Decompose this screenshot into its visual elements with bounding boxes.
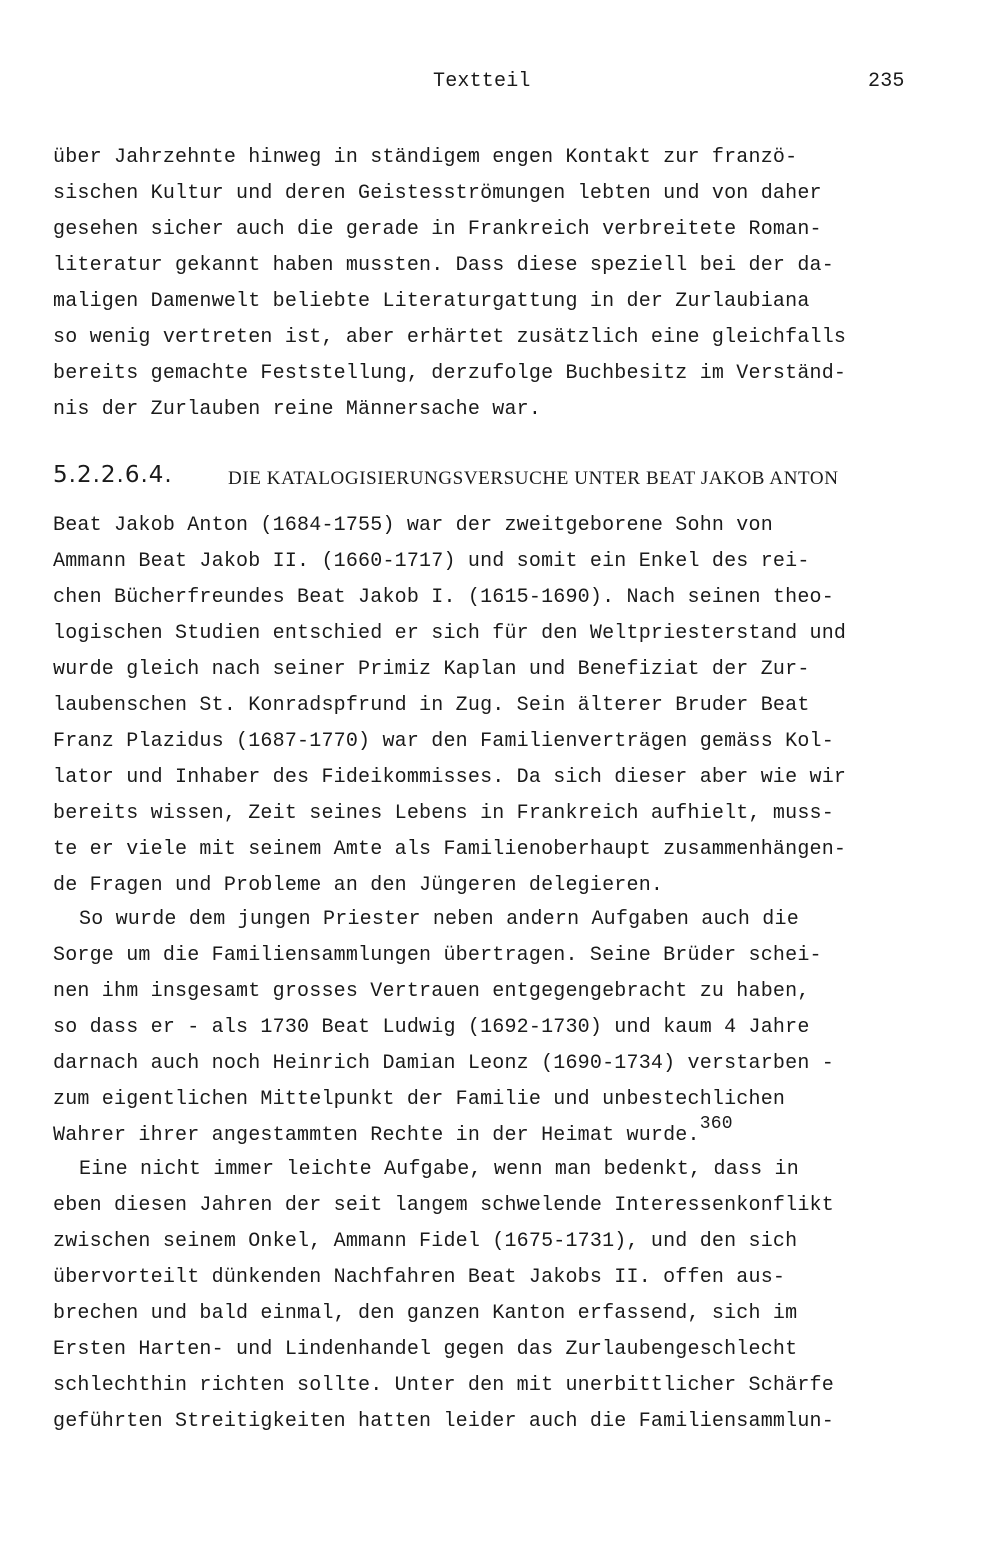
text-line-with-footnote: [53, 1114, 953, 1154]
text-line: zwischen seinem Onkel, Ammann Fidel (1675-1731), und den sich: [53, 1230, 798, 1253]
text-line: über Jahrzehnte hinweg in ständigem engen Kontakt zur franzö-: [53, 146, 798, 169]
paragraph-2: [53, 902, 953, 1154]
text-line: Sorge um die Familiensammlungen übertragen. Seine Brüder schei-: [53, 944, 822, 967]
text-line: Ammann Beat Jakob II. (1660-1717) und somit ein Enkel des rei-: [53, 550, 810, 573]
text-line: übervorteilt dünkenden Nachfahren Beat Jakobs II. offen aus-: [53, 1266, 786, 1289]
intro-paragraph: [53, 140, 953, 428]
section-number: 5.2.2.6.4.: [53, 462, 173, 488]
text-line: nis der Zurlauben reine Männersache war.: [53, 398, 542, 421]
page-number: 235: [868, 70, 905, 93]
text-line: te er viele mit seinem Amte als Familienoberhaupt zusammenhängen-: [53, 838, 847, 861]
text-line: so wenig vertreten ist, aber erhärtet zusätzlich eine gleichfalls: [53, 326, 847, 349]
text-line: Wahrer ihrer angestammten Rechte in der Heimat wurde.: [53, 1124, 700, 1147]
text-line: logischen Studien entschied er sich für den Weltpriesterstand und: [53, 622, 847, 645]
text-line: bereits wissen, Zeit seines Lebens in Frankreich aufhielt, muss-: [53, 802, 834, 825]
footnote-reference: 360: [699, 1114, 733, 1135]
text-line: bereits gemachte Feststellung, derzufolge Buchbesitz im Verständ-: [53, 362, 847, 385]
text-line: zum eigentlichen Mittelpunkt der Familie und unbestechlichen: [53, 1088, 786, 1111]
text-line: brechen und bald einmal, den ganzen Kanton erfassend, sich im: [53, 1302, 798, 1325]
text-line: literatur gekannt haben mussten. Dass diese speziell bei der da-: [53, 254, 834, 277]
text-line: wurde gleich nach seiner Primiz Kaplan und Benefiziat der Zur-: [53, 658, 810, 681]
section-heading: [53, 462, 953, 498]
text-line: so dass er - als 1730 Beat Ludwig (1692-1730) und kaum 4 Jahre: [53, 1016, 810, 1039]
text-line: nen ihm insgesamt grosses Vertrauen entgegengebracht zu haben,: [53, 980, 810, 1003]
text-line: schlechthin richten sollte. Unter den mit unerbittlicher Schärfe: [53, 1374, 834, 1397]
paragraph-1: [53, 508, 953, 904]
text-line: lator und Inhaber des Fideikommisses. Da sich dieser aber wie wir: [53, 766, 847, 789]
paragraph-3: [53, 1152, 953, 1440]
text-line: darnach auch noch Heinrich Damian Leonz (1690-1734) verstarben -: [53, 1052, 834, 1075]
text-line: eben diesen Jahren der seit langem schwelende Interessenkonflikt: [53, 1194, 834, 1217]
section-title: DIE KATALOGISIERUNGSVERSUCHE UNTER BEAT JAKOB ANTON: [228, 468, 839, 489]
text-line: gesehen sicher auch die gerade in Frankreich verbreitete Roman-: [53, 218, 822, 241]
text-line: So wurde dem jungen Priester neben andern Aufgaben auch die: [79, 908, 799, 931]
text-line: de Fragen und Probleme an den Jüngeren delegieren.: [53, 874, 664, 897]
running-title: Textteil: [433, 70, 531, 93]
text-line: geführten Streitigkeiten hatten leider auch die Familiensammlun-: [53, 1410, 834, 1433]
text-line: Eine nicht immer leichte Aufgabe, wenn man bedenkt, dass in: [79, 1158, 799, 1181]
text-line: maligen Damenwelt beliebte Literaturgattung in der Zurlaubiana: [53, 290, 810, 313]
text-line: Beat Jakob Anton (1684-1755) war der zweitgeborene Sohn von: [53, 514, 773, 537]
text-line: Franz Plazidus (1687-1770) war den Familienverträgen gemäss Kol-: [53, 730, 834, 753]
text-line: chen Bücherfreundes Beat Jakob I. (1615-1690). Nach seinen theo-: [53, 586, 834, 609]
text-line: Ersten Harten- und Lindenhandel gegen das Zurlaubengeschlecht: [53, 1338, 798, 1361]
running-header: [0, 70, 1000, 98]
text-line: sischen Kultur und deren Geistesströmungen lebten und von daher: [53, 182, 822, 205]
text-line: laubenschen St. Konradspfrund in Zug. Sein älterer Bruder Beat: [53, 694, 810, 717]
